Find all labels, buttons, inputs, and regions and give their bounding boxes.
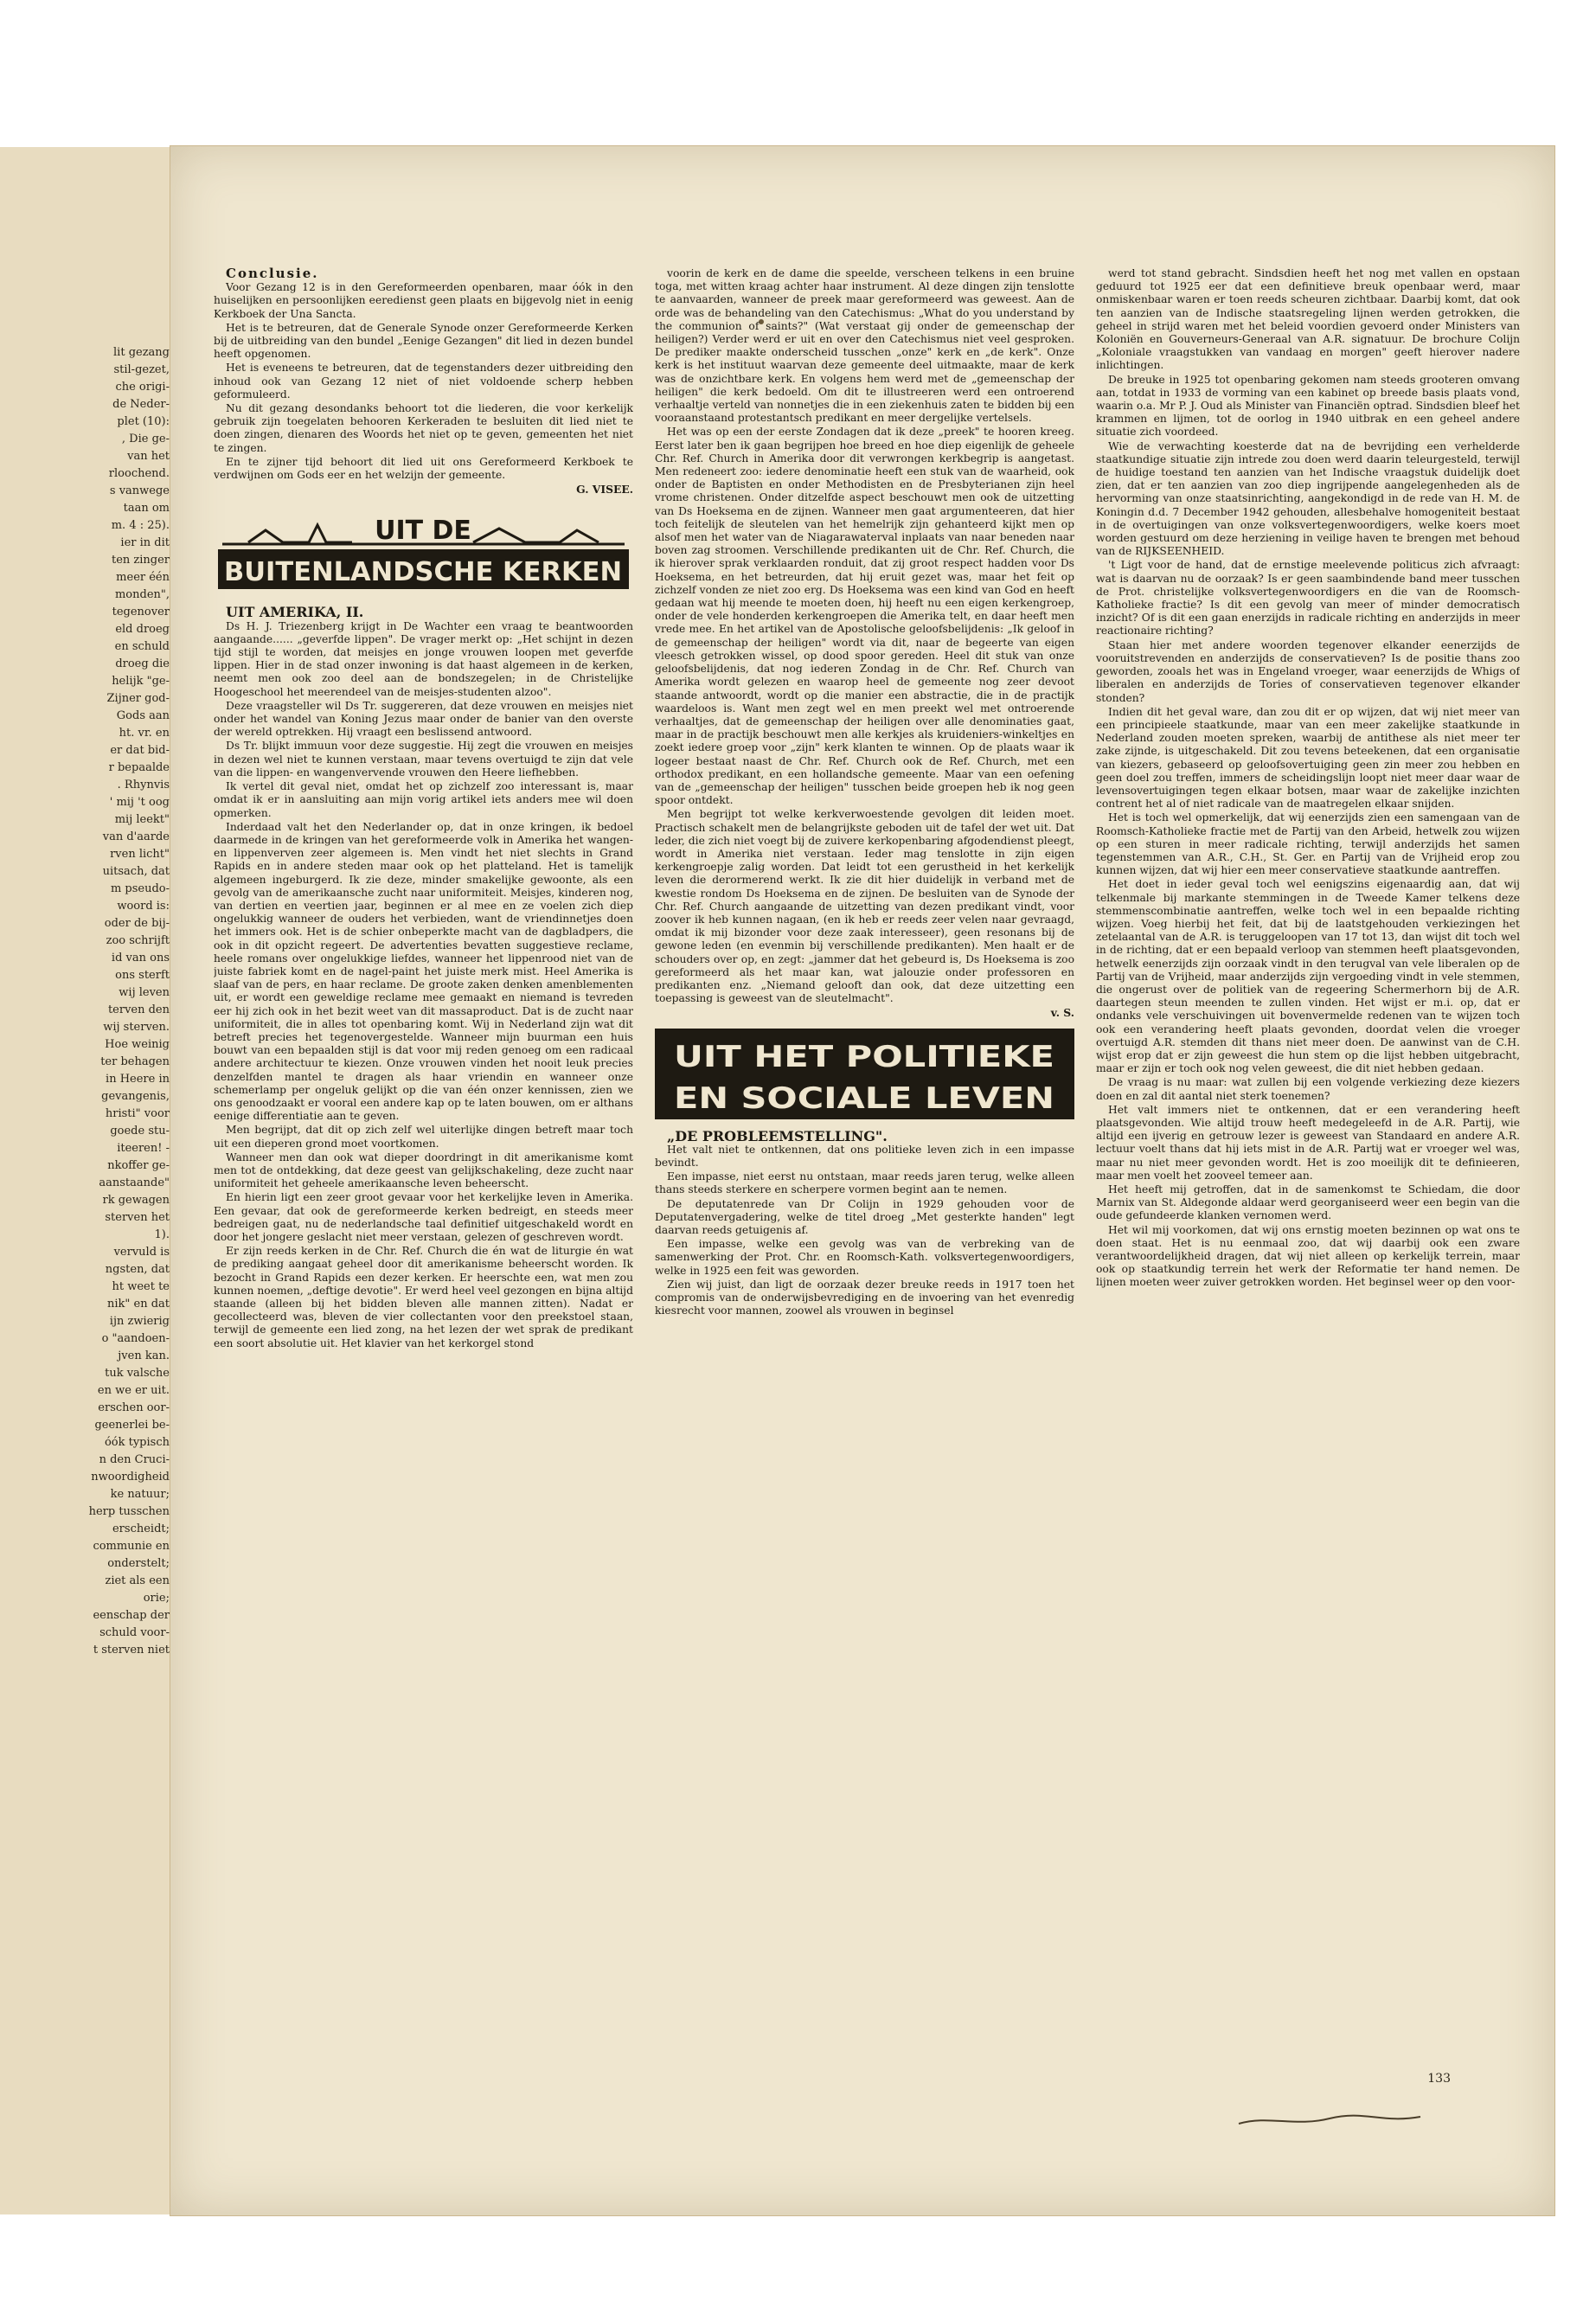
prev-page-line: ngsten, dat <box>105 1263 170 1276</box>
paragraph: Staan hier met andere woorden tegenover elkander eenerzijds de vooruitstrevenden en anderzijds de conservatieven? Is de positie thans zoo geworden, zooals het was in Engeland vroeger, waar eenerzijds de Whigs of liberalen en anderzijds de Tories of conservatieven tegenover elkander stonden? <box>1096 638 1520 704</box>
paragraph: voorin de kerk en de dame die speelde, verscheen telkens in een bruine toga, met witten kraag achter haar instrument. Al deze dingen zijn tenslotte te aanvaarden, wanneer de preek maar gereformeerd was geweest. Aan de orde was de behandeling van den Catechismus: „What do you understand by the communion of saints?" (Wat verstaat gij onder de gemeenschap der heiligen?) Verder werd er uit en over den Catechismus niet veel gesproken. De prediker maakte onderscheid tusschen „onze" kerk en „de kerk". Onze kerk is het instituut waarvan deze gemeente deel uitmaakte, maar de kerk was de onzichtbare kerk. En volgens hem werd met de „gemeenschap der heiligen" die kerk bedoeld. Om dit te illustreeren werd een ontroerend verhaaltje verteld van nonnetjes die in een ziekenhuis zaten te bidden bij een vooraanstaand protestantsch predikant en meer dergelijke vertelsels. <box>655 267 1074 425</box>
prev-page-line: , Die ge- <box>121 433 170 445</box>
prev-page-line: rven licht" <box>110 848 170 861</box>
paragraph: Ik vertel dit geval niet, omdat het op zichzelf zoo interessant is, maar omdat ik er in aansluiting aan mijn vorig artikel iets anders mee wil doen opmerken. <box>214 780 633 819</box>
banner-line2: BUITENLANDSCHE KERKEN <box>224 557 622 588</box>
prev-page-line: t sterven niet <box>93 1644 170 1657</box>
paragraph: De vraag is nu maar: wat zullen bij een volgende verkiezing deze kiezers doen en zal dit aantal niet sterk toenemen? <box>1096 1076 1520 1102</box>
paragraph: Indien dit het geval ware, dan zou dit er op wijzen, dat wij niet meer van een principieele staatkunde, maar van een meer zakelijke staatkunde in Nederland zouden moeten spreken, waarbij de antithese als niet meer ter zake zijnde, is uitgeschakeld. Dit zou tevens beteekenen, dat een organisatie van kiezers, gebaseerd op geloofsovertuiging geen zin meer zou hebben en geen doel zou treffen, immers de scheidingslijn loopt niet meer daar waar de levensovertuigingen tegen elkaar botsen, maar waar de zakelijke inzichten contrent het al of niet radicale van de maatregelen elkaar snijden. <box>1096 705 1520 811</box>
prev-page-line: mij leekt" <box>114 813 170 826</box>
col2-article-paragraphs <box>655 1144 1074 1318</box>
paragraph: Het is eveneens te betreuren, dat de tegenstanders dezer uitbreiding den inhoud ook van Gezang 12 niet of niet voldoende scherp hebben geformuleerd. <box>214 362 633 401</box>
section-banner-buitenlandsche-kerken <box>214 504 633 595</box>
prev-page-line: meer één <box>116 571 170 584</box>
prev-page-line: de Neder- <box>112 398 170 411</box>
prev-page-line: Gods aan <box>116 709 170 722</box>
prev-page-line: taan om <box>123 502 170 515</box>
prev-page-line: orie; <box>143 1592 170 1605</box>
col1-paragraphs <box>214 281 633 482</box>
prev-page-line: helijk "ge- <box>112 675 170 688</box>
column-2 <box>655 267 1074 2179</box>
prev-page-line: tegenover <box>112 606 170 619</box>
prev-page-line: ten zinger <box>111 554 170 567</box>
prev-page-line: nwoordigheid <box>91 1471 170 1484</box>
banner-line1: UIT DE <box>375 516 471 547</box>
prev-page-line: lit gezang <box>113 346 170 359</box>
prev-page-line: monden", <box>114 588 170 601</box>
prev-page-line: ht. vr. en <box>119 727 170 740</box>
prev-page-line: nik" en dat <box>106 1298 170 1311</box>
prev-page-line: en schuld <box>114 640 170 653</box>
prev-page-line: in Heere in <box>106 1073 170 1086</box>
paragraph: De deputatenrede van Dr Colijn in 1929 gehouden voor de Deputatenvergadering, welke de titel droeg „Met gesterkte handen" legt daarvan reeds getuigenis af. <box>655 1197 1074 1236</box>
paragraph: Het doet in ieder geval toch wel eenigszins eigenaardig aan, dat wij telkenmale bij markante stemmingen in de Tweede Kamer telkens deze stemmenscombinatie aantreffen, welke toch wel in een bepaalde richting wijzen. Voeg hierbij het feit, dat bij de laatstgehouden verkiezingen het zetelaantal van de A.R. is teruggeloopen van 17 tot 13, dan wijst dit toch wel in de richting, dat er een bepaald verloop van stemmen heeft plaatsgevonden, hetwelk eenerzijds zijn oorzaak vindt in den terugval van vele liberalen op de Partij van de Vrijheid, maar anderzijds zijn vergoeding vindt in vele stemmen, die ongerust over de politiek van de regeering Schermerhorn bij de A.R. daartegen steun meenden te zullen vinden. Het wijst er m.i. op, dat er ondanks vele verschuivingen uit bovenvermelde redenen van te wijzen toch ook een verandering heeft plaats gevonden, doordat velen die vroeger overtuigd A.R. stemden dit thans niet meer doen. De aanwinst van de C.H. wijst erop dat er zijn geweest die hun stem op die lijst hebben uitgebracht, maar er zijn er toch ook nog velen geweest, die dit niet hebben gedaan. <box>1096 878 1520 1075</box>
paragraph: Het is te betreuren, dat de Generale Synode onzer Gereformeerde Kerken bij de uitbreiding van den bundel „Eenige Gezangen" dit lied in dezen bundel heeft opgenomen. <box>214 321 633 361</box>
paragraph: Men begrijpt, dat dit op zich zelf wel uiterlijke dingen betreft maar toch uit een dieperen grond moet voortkomen. <box>214 1124 633 1150</box>
newspaper-page <box>170 145 1555 2216</box>
article-subheading: UIT AMERIKA, II. <box>226 604 364 621</box>
prev-page-line: onderstelt; <box>107 1557 170 1570</box>
prev-page-line: m pseudo- <box>110 882 170 895</box>
paragraph: Men begrijpt tot welke kerkverwoestende gevolgen dit leiden moet. Practisch schakelt men de belangrijkste geboden uit de tafel der wet uit. Dat leder, die zich niet voegt bij de zuivere kerkopenbaring afgodendienst pleegt, wordt in Amerika niet verstaan. Ieder mag tenslotte in zijn eigen kerkengroepje zalig worden. Dat leidt tot een gerustheid in het kerkelijk leven die derormerend werkt. Ik zie dit hier duidelijk in verband met de kwestie rondom Ds Hoeksema en de zijnen. De besluiten van de Synode der Chr. Ref. Church aangaande de uitzetting van dezen predikant vindt, voor zoover ik heb kunnen nagaan, (en ik heb er reeds zeer velen naar gevraagd, omdat ik mij bizonder voor deze zaak interesseer), geen resonans bij de gewone leden (en evenmin bij verschillende predikanten). Men haalt er de schouders over op, en zegt: „jammer dat het gebeurd is, Ds Hoeksema is zoo gereformeerd als het maar kan, wat jalouzie onder professoren en predikanten enz. „Niemand gelooft dan ook, dat deze uitzetting een toepassing is geweest van de sleutelmacht". <box>655 808 1074 1005</box>
paragraph: Zien wij juist, dan ligt de oorzaak dezer breuke reeds in 1917 toen het compromis van de onderwijsbevrediging en de invoering van het evenredig kiesrecht voor mannen, zoowel als vrouwen in beginsel <box>655 1278 1074 1317</box>
signature: v. S. <box>1050 1006 1074 1020</box>
prev-page-line: óók typisch <box>104 1436 170 1449</box>
prev-page-line: ons sterft <box>115 969 170 982</box>
paragraph: Een impasse, welke een gevolg was van de verbreking van de samenwerking der Prot. Chr. en Roomsch-Kath. volksvertegenwoordigers, welke in 1925 een feit was geworden. <box>655 1238 1074 1277</box>
prev-page-line: ht weet te <box>112 1280 170 1293</box>
prev-page-line: droeg die <box>115 657 170 670</box>
paragraph: Het valt immers niet te ontkennen, dat er een verandering heeft plaatsgevonden. Wie altijd trouw heeft medegeleefd in de A.R. Partij, wie altijd een ijverig en getrouw lezer is geweest van Standaard en andere A.R. lectuur voelt thans dat hij iets mist in de A.R. Partij wat er vroeger wel was, maar nu niet meer gevonden wordt. Het is zoo moeilijk dit te definieeren, maar men voelt het zooveel temeer aan. <box>1096 1103 1520 1182</box>
prev-page-line: terven den <box>107 1003 170 1016</box>
prev-page-line: van d'aarde <box>102 830 170 843</box>
prev-page-line: erscheidt; <box>112 1522 170 1535</box>
prev-page-line: Zijner god- <box>106 692 170 705</box>
previous-page-edge <box>0 147 174 2214</box>
prev-page-line: ' mij 't oog <box>109 796 170 809</box>
prev-page-line: erschen oor- <box>98 1401 170 1414</box>
prev-page-line: eld droeg <box>115 623 170 636</box>
paragraph: Het was op een der eerste Zondagen dat ik deze „preek" te hooren kreeg. Eerst later ben ik gaan begrijpen hoe breed en hoe diep eigenlijk de geheele Chr. Ref. Church in Amerika door dit verwrongen kerkbegrip is aangetast. Men redeneert zoo: iedere denominatie heeft een stuk van de waarheid, ook onder de Baptisten en onder Methodisten en de Presbyterianen zijn heel vrome christenen. Onder ditzelfde aspect beschouwt men ook de uitzetting van Ds Hoeksema en de zijnen. Wanneer men gaat argumenteeren, dat hier toch feitelijk de sleutelen van het hemelrijk zijn gehanteerd kijkt men op alsof men het water van de Niagarawaterval inplaats van naar beneden naar boven zag stroomen. Verschillende predikanten uit de Chr. Ref. Church, die ik hierover sprak verklaarden ronduit, dat zij groot respect hadden voor Ds Hoeksema, en het betreurden, dat hij eruit gezet was, maar het feit op zichzelf vonden ze niet zoo erg. Ds Hoeksema was een kind van God en heeft gedaan wat hij meende te moeten doen, hij heeft nu een eigen kerkengroep, onder de vele honderden kerkengroepen die Amerika telt, en daar heeft men vrede mee. En het artikel van de Apostolische geloofsbelijdenis: „Ik geloof in de gemeenschap der heiligen" wordt via dit, naar de begeerte van eigen vleesch getrokken wissel, op dood spoor gereden. Heel dit stuk van onze geloofsbelijdenis, dat nog iederen Zondag in de Chr. Ref. Church van Amerika wordt gelezen en waarop heel de gemeente nog zeer devoot staande antwoordt, wordt op die manier een abstractie, die in de practijk waardeloos is. Want men zegt wel en men preekt wel met ontroerende verhaaltjes, dat de gemeenschap der heiligen over alle denominaties gaat, maar in de practijk beschouwt men alle kerkjes als kruideniers-winkeltjes en zoekt iedere groep voor „zijn" kerk klanten te winnen. Op de plaats waar ik logeer bestaat naast de Chr. Ref. Church ook de Ref. Church, met een orthodox predikant, en een hollandsche gemeente. Maar van een oefening van de „gemeenschap der heiligen" tusschen beide groepen heb ik nog geen spoor ontdekt. <box>655 426 1074 807</box>
section-heading-conclusie: Conclusie. <box>226 267 319 281</box>
prev-page-line: 1). <box>154 1228 170 1241</box>
page-number: 133 <box>1427 2072 1451 2086</box>
pencil-scribble <box>1234 2112 1425 2129</box>
prev-page-line: m. 4 : 25). <box>111 519 170 532</box>
prev-page-line: n den Cruci- <box>99 1453 170 1466</box>
prev-page-line: communie en <box>93 1540 170 1553</box>
prev-page-line: ier in dit <box>120 536 170 549</box>
paragraph: Wie de verwachting koesterde dat na de bevrijding een verhelderde staatkundige situatie zijn intrede zou doen werd daarin teleurgesteld, terwijl de huidige toestand ten aanzien van het Indische vraagstuk duidelijk doet zien, dat er ten aanzien van zoo diep ingrijpende aangelegenheden als de hervorming van onze staatsinrichting, aangekondigd in de rede van H. M. de Koningin d.d. 7 December 1942 gehouden, allesbehalve homogeniteit bestaat in de overtuigingen van onze volksvertegenwoordigers, welke koers moet worden gestuurd om deze herziening in veilige haven te brengen met behoud van de RIJKSEENHEID. <box>1096 439 1520 558</box>
prev-page-line: iteeren! - <box>117 1142 170 1155</box>
prev-page-line: oder de bij- <box>104 917 170 930</box>
prev-page-line: vervuld is <box>113 1246 170 1259</box>
prev-page-line: geenerlei be- <box>94 1419 170 1432</box>
prev-page-line: eenschap der <box>93 1609 170 1622</box>
col2-paragraphs <box>655 267 1074 1005</box>
prev-page-line: woord is: <box>117 900 170 913</box>
prev-page-line: ke natuur; <box>110 1488 170 1501</box>
prev-page-line: schuld voor- <box>99 1626 170 1639</box>
prev-page-line: uitsach, dat <box>102 865 170 878</box>
prev-page-line: er dat bid- <box>110 744 170 757</box>
prev-page-line: sterven het <box>105 1211 170 1224</box>
paragraph: Inderdaad valt het den Nederlander op, dat in onze kringen, ik bedoel daarmede in de kringen van het gereformeerde volk in Amerika het wangen- en lippenverven zeer algemeen is. Men vindt het niet slechts in Grand Rapids en in andere steden maar ook op het platteland. Het is tamelijk algemeen ingeburgerd. Ik zie deze, minder smakelijke gewoonte, als een gevolg van de amerikaansche zucht naar uniformiteit. Meisjes, kinderen nog, van dertien en veertien jaar, beginnen er al mee en ze voelen zich diep ongelukkig wanneer de ouders het verbieden, want de vriendinnetjes doen het immers ook. Het is de schier onbeperkte macht van de dagbladpers, die ook in dit opzicht regeert. De advertenties bevatten suggestieve reclame, heele romans over ongelukkige liefdes, wanneer het lippenrood niet van de juiste fabriek komt en de nagel-paint het juiste merk mist. Heel Amerika is slaaf van de pers, en haar reclame. De groote zaken denken amenblementen uit, er wordt een geweldige reclame mee gemaakt en niemand is tevreden eer hij zich ook in het bezit weet van dit massaproduct. Dat is de zucht naar uniformiteit, die in alles tot openbaring komt. Wij in Nederland zijn wat dit betreft precies het tegenovergestelde. Wanneer mijn buurman een huis bouwt van een bepaalden stijl is dat voor mij reden genoeg om een radicaal andere architectuur te kiezen. Onze vrouwen vinden het nooit leuk precies denzelfden mantel te dragen als haar vriendin en wanneer onze schemerlamp per ongeluk gelijkt op die van één onzer kennissen, zien we ons genoodzaakt er vooral een andere kap op te laten bouwen, om er althans eenige differentiatie aan te geven. <box>214 820 633 1123</box>
prev-page-line: herp tusschen <box>88 1505 170 1518</box>
paragraph: Het wil mij voorkomen, dat wij ons ernstig moeten bezinnen op wat ons te doen staat. Het is nu eenmaal zoo, dat wij daarbij ook een zware verantwoordelijkheid dragen, dat wij niet alleen op kerkelijk terrein, maar ook op staatkundig terrein het werk der Reformatie ter hand nemen. De lijnen moeten weer zuiver getrokken worden. Het beginsel weer op den voor- <box>1096 1223 1520 1289</box>
prev-page-line: zoo schrijft <box>106 934 170 947</box>
paragraph: Het heeft mij getroffen, dat in de samenkomst te Schiedam, die door Marnix van St. Aldegonde aldaar werd georganiseerd weer een begin van die oude gefundeerde klanken vernomen werd. <box>1096 1183 1520 1222</box>
prev-page-line: gevangenis, <box>101 1090 170 1103</box>
prev-page-line: id van ons <box>111 952 170 965</box>
col1-article-paragraphs <box>214 620 633 1350</box>
signature: G. VISEE. <box>576 483 633 497</box>
column-1 <box>214 267 633 2179</box>
prev-page-line: rloochend. <box>108 467 170 480</box>
paragraph: Voor Gezang 12 is in den Gereformeerden openbaren, maar óók in den huiselijken en persoonlijken eeredienst geen plaats en bijgevolg niet in eenig Kerkboek der Una Sancta. <box>214 281 633 320</box>
paragraph: Ds H. J. Triezenberg krijgt in De Wachter een vraag te beantwoorden aangaande...... „geverfde lippen". De vrager merkt op: „Het schijnt in dezen tijd stijl te worden, dat meisjes en jonge vrouwen loopen met geverfde lippen. Hier in de stad onzer inwoning is dat haast algemeen in de kerken, neemt men ook zoo deel aan de bondszegelen; in de Christelijke Hoogeschool het meerendeel van de meisjes-studenten alzoo". <box>214 619 633 698</box>
column-3 <box>1096 267 1520 2179</box>
paragraph: En hierin ligt een zeer groot gevaar voor het kerkelijke leven in Amerika. Een gevaar, dat ook de gereformeerde kerken bedreigt, en steeds meer bedreigen gaat, nu de nederlandsche taal definitief uitgeschakeld wordt en door het jongere geslacht niet meer verstaan, gelezen of geschreven wordt. <box>214 1191 633 1243</box>
prev-page-line: plet (10): <box>117 415 170 428</box>
paragraph: Een impasse, niet eerst nu ontstaan, maar reeds jaren terug, welke alleen thans steeds sterkere en scherpere vormen begint aan te nemen. <box>655 1170 1074 1196</box>
prev-page-line: nkoffer ge- <box>107 1159 170 1172</box>
prev-page-line: en we er uit. <box>97 1384 170 1397</box>
paragraph: Het is toch wel opmerkelijk, dat wij eenerzijds zien een samengaan van de Roomsch-Katholieke fractie met de Partij van den Arbeid, hetwelk zou wijzen op een sturen in meer radicale richting, terwijl anderzijds het samen tegenstemmen van A.R., C.H., St. Ger. en Partij van de Vrijheid erop zou kunnen wijzen, dat wij hier een meer conservatieve staatkunde aantreffen. <box>1096 811 1520 877</box>
prev-page-line: jven kan. <box>118 1349 170 1362</box>
prev-page-line: Hoe weinig <box>105 1038 170 1051</box>
prev-page-line: che origi- <box>115 381 170 394</box>
paragraph: Ds Tr. blijkt immuun voor deze suggestie. Hij zegt die vrouwen en meisjes in dezen wel niet te kunnen verstaan, maar tevens overtuigd te zijn dat vele van die lippen- en wangenvervende vrouwen den Heere liefhebben. <box>214 740 633 779</box>
banner-line2: EN SOCIALE LEVEN <box>674 1080 1054 1116</box>
paragraph: Deze vraagsteller wil Ds Tr. suggereren, dat deze vrouwen en meisjes niet onder het wandel van Koning Jezus maar onder de banier van den overste der wereld optrekken. Hij vraagt een beslissend antwoord. <box>214 699 633 739</box>
col3-paragraphs <box>1096 267 1520 1290</box>
prev-page-line: r bepaalde <box>108 761 170 774</box>
banner-line1: UIT HET POLITIEKE <box>674 1039 1054 1074</box>
article-subheading: „DE PROBLEEMSTELLING". <box>667 1127 888 1144</box>
prev-page-line: o "aandoen- <box>101 1332 170 1345</box>
prev-page-line: ziet als een <box>105 1574 170 1587</box>
prev-page-line: wij leven <box>119 986 170 999</box>
paragraph: En te zijner tijd behoort dit lied uit ons Gereformeerd Kerkboek te verdwijnen om Gods eer en het welzijn der gemeente. <box>214 455 633 482</box>
prev-page-line: ter behagen <box>100 1055 170 1068</box>
paragraph: werd tot stand gebracht. Sindsdien heeft het nog met vallen en opstaan geduurd tot 1925 eer dat een definitieve breuk openbaar werd, maar onmiskenbaar waren er toen reeds scheuren zichtbaar. Daarbij komt, dat ook ten aanzien van de Indische staatsregeling lijnen werden getrokken, die geheel in strijd waren met het beleid voordien gevoerd onder Ministers van Koloniën en Gouverneurs-Generaal van A.R. signatuur. De brochure Colijn „Koloniale vraagstukken van vandaag en morgen" geeft hierover nadere inlichtingen. <box>1096 267 1520 372</box>
prev-page-line: rk gewagen <box>102 1194 170 1207</box>
prev-page-line: . Rhynvis <box>117 779 170 792</box>
paragraph: De breuke in 1925 tot openbaring gekomen nam steeds grooteren omvang aan, totdat in 1933 de vorming van een kabinet op breede basis plaats vond, waarin o.a. Mr P. J. Oud als Minister van Financiën optrad. Sindsdien bleef het krammen en lijmen, tot de oorlog in 1940 uitbrak en een geheel andere situatie zich voordeed. <box>1096 373 1520 439</box>
prev-page-line: aanstaande" <box>99 1176 170 1189</box>
prev-page-line: wij sterven. <box>103 1021 170 1034</box>
paragraph: Nu dit gezang desondanks behoort tot die liederen, die voor kerkelijk gebruik zijn toegelaten behooren Kerkeraden te besluiten dit lied niet te doen zingen, dienaren des Woords het niet op te geven, gemeenten het niet te zingen. <box>214 402 633 454</box>
section-banner-politieke-leven <box>655 1029 1074 1119</box>
prev-page-line: ijn zwierig <box>109 1315 170 1328</box>
prev-page-line: stil-gezet, <box>113 363 170 376</box>
prev-page-line: tuk valsche <box>105 1367 170 1380</box>
prev-page-line: van het <box>127 450 170 463</box>
prev-page-line: hristi" voor <box>105 1107 170 1120</box>
paragraph: Wanneer men dan ook wat dieper doordringt in dit amerikanisme komt men tot de ontdekking, dat deze geest van gelijkschakeling, deze zucht naar uniformiteit het geheele amerikaansche leven beheerscht. <box>214 1150 633 1190</box>
paragraph: Het valt niet te ontkennen, dat ons politieke leven zich in een impasse bevindt. <box>655 1143 1074 1169</box>
prev-page-line: s vanwege <box>109 484 170 497</box>
paragraph: Er zijn reeds kerken in de Chr. Ref. Church die én wat de liturgie én wat de prediking aangaat geheel door dit amerikanisme beheerscht worden. Ik bezocht in Grand Rapids een dezer kerken. Er heerschte een, wat men zou kunnen noemen, „deftige devotie". Er werd heel veel gezongen en bijna altijd staande (alleen bij het bidden bleven alle mannen zitten). Nadat er gecollecteerd was, bleven de vier collectanten voor den preekstoel staan, terwijl de gemeente een lied zong, na het lezen der wet sprak de predikant een soort absolutie uit. Het klavier van het kerkorgel stond <box>214 1245 633 1349</box>
paragraph: 't Ligt voor de hand, dat de ernstige meelevende politicus zich afvraagt: wat is daarvan nu de oorzaak? Is er geen saambindende band meer tusschen de Prot. christelijke volksvertegenwoordigers en die van de Roomsch-Katholieke fractie? Is dit een gevolg van meer of minder democratisch inzicht? Of is dit een gaan enerzijds in radicale richting en anderzijds in meer reactionaire richting? <box>1096 559 1520 638</box>
prev-page-line: goede stu- <box>110 1125 170 1138</box>
